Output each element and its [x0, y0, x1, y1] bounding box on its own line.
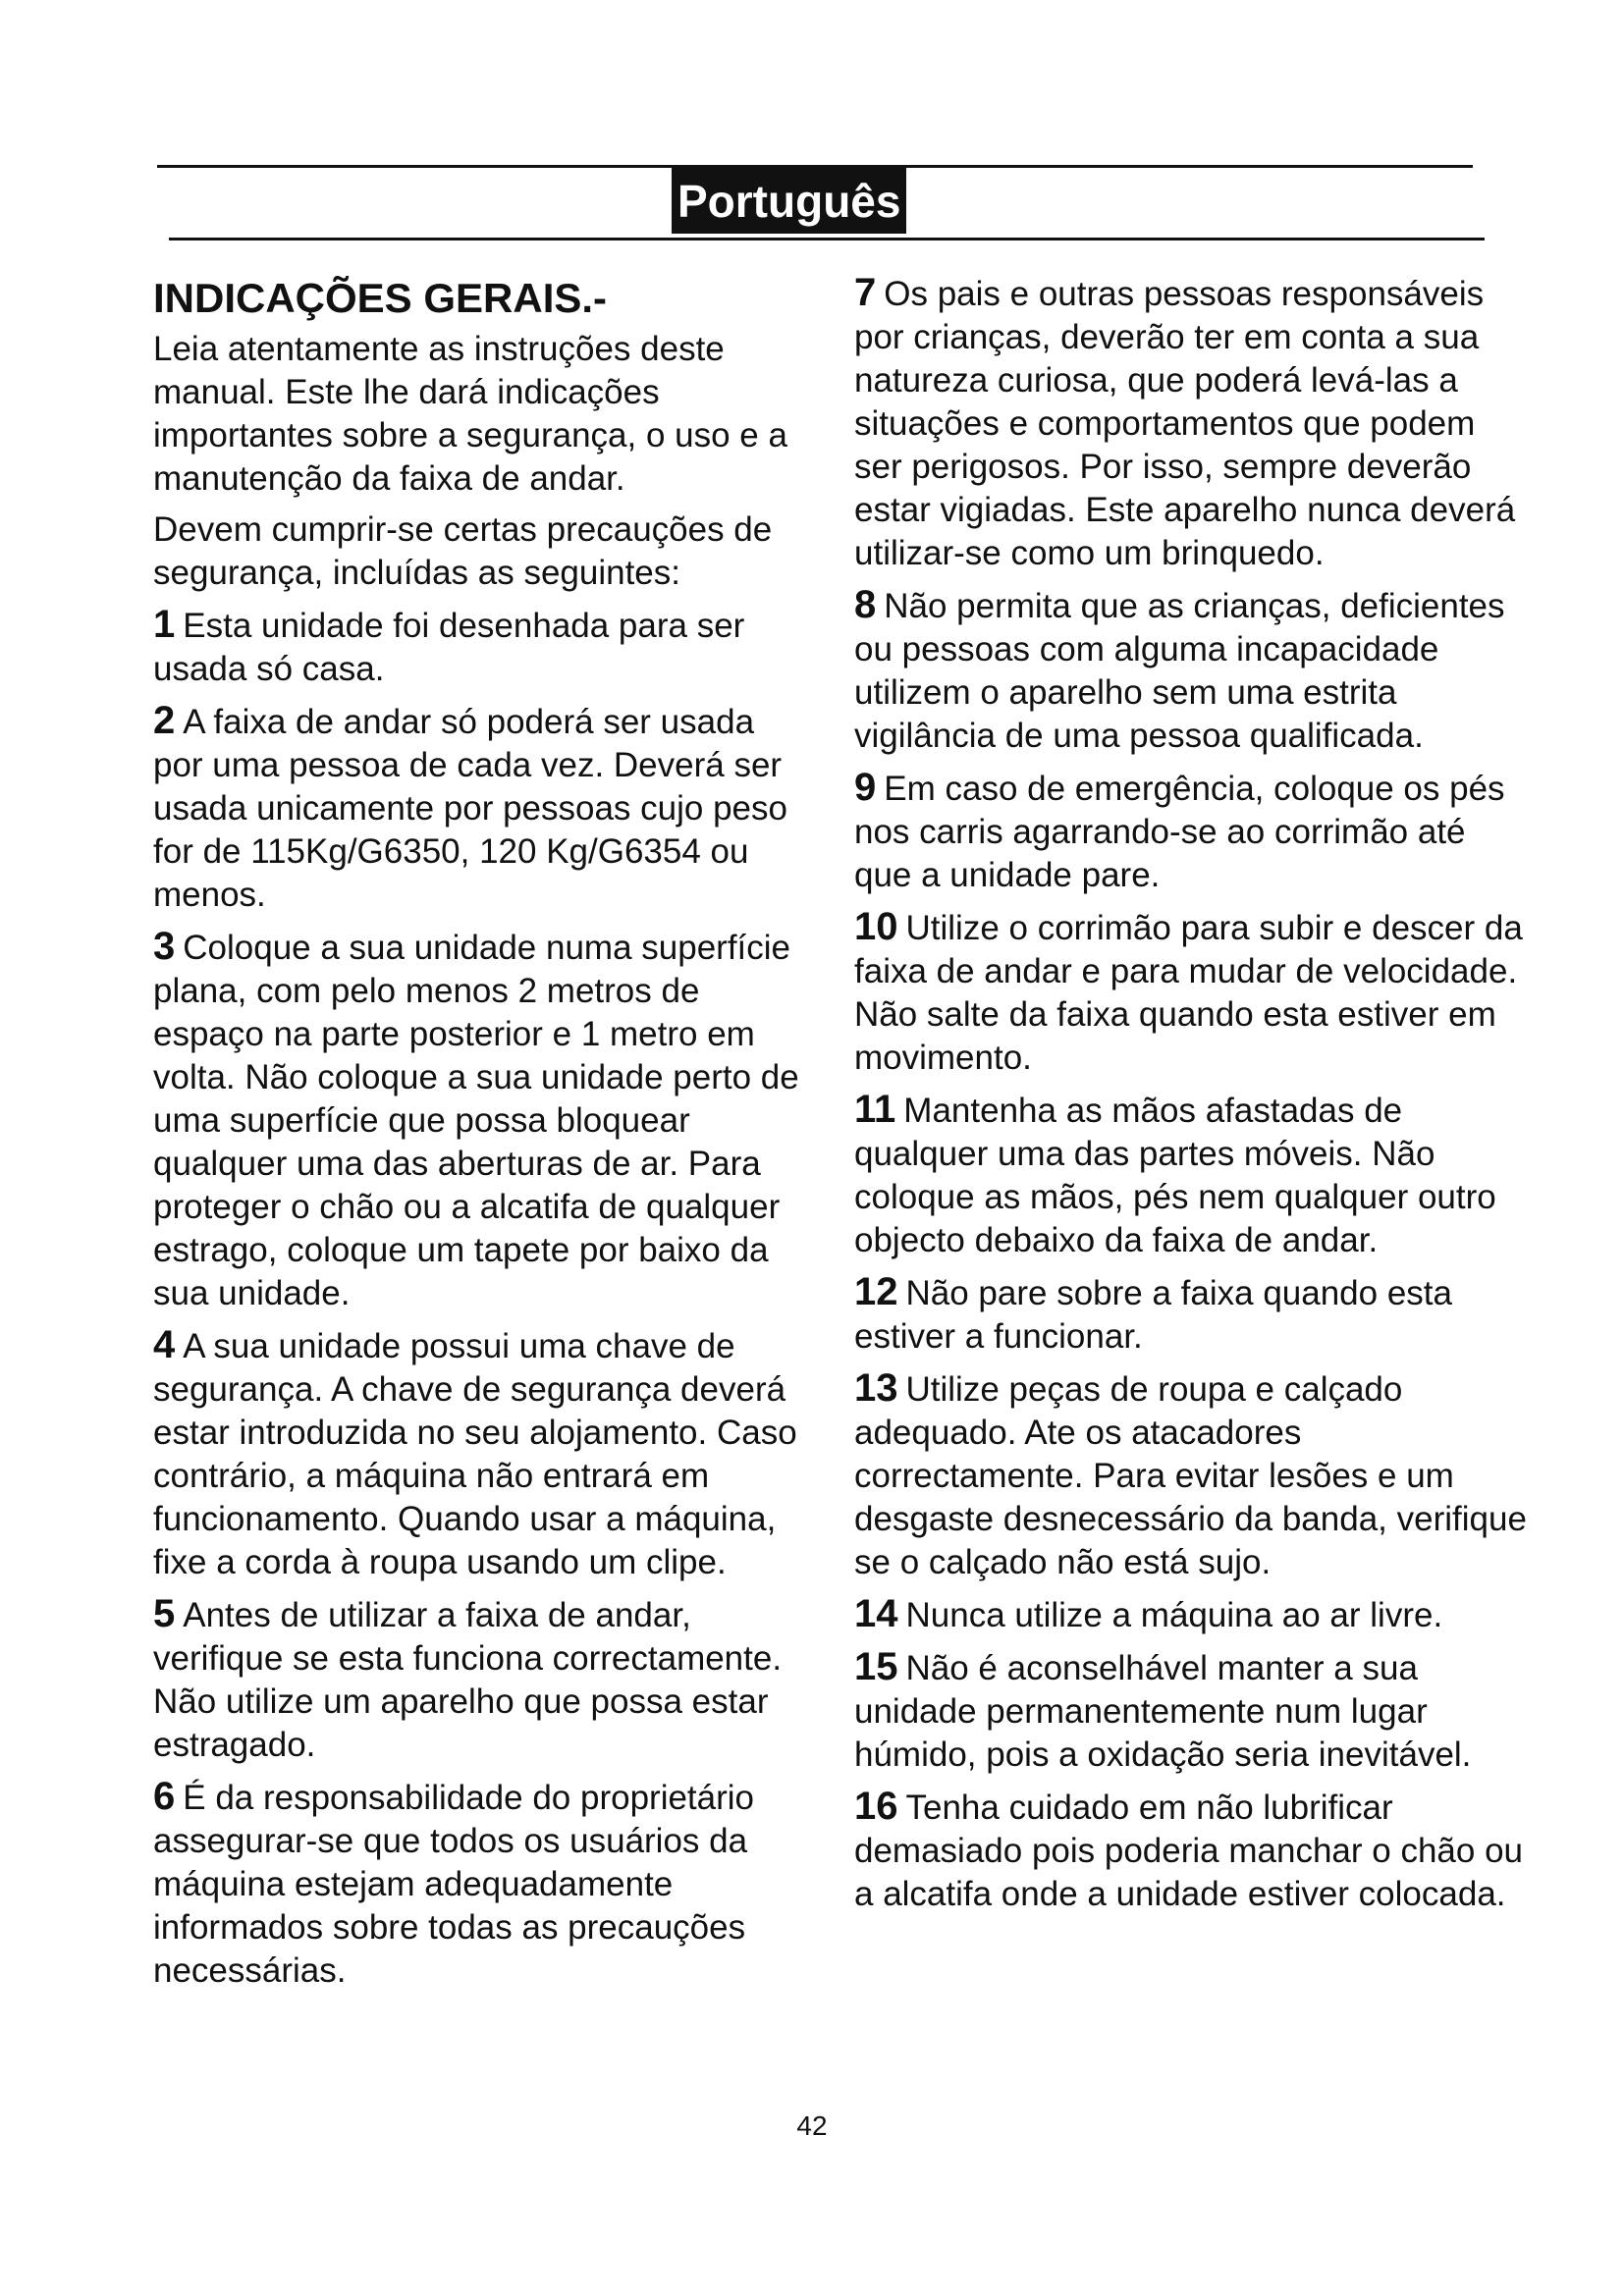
item-text: Em caso de emergência, coloque os pés nos carris agarrando-se ao corrimão até que a unidade pare. [854, 770, 1505, 894]
intro-paragraph: Leia atentamente as instruções deste manual. Este lhe dará indicações importantes sobre a segurança, o uso e a manutenção da faixa de andar. [153, 330, 787, 498]
item-text: Não é aconselhável manter a sua unidade permanentemente num lugar húmido, pois a oxidação seria inevitável. [854, 1649, 1472, 1774]
item-text: Utilize o corrimão para subir e descer da faixa de andar e para mudar de velocidade. Não salte da faixa quando esta estiver em movimento. [854, 909, 1523, 1077]
item-number: 14 [854, 1592, 898, 1635]
language-title: Português [672, 167, 906, 234]
instruction-item [153, 1775, 813, 1993]
instruction-item [854, 1088, 1532, 1262]
item-text: Coloque a sua unidade numa superfície plana, com pelo menos 2 metros de espaço na parte posterior e 1 metro em volta. Não coloque a sua unidade perto de uma superfície que possa bloquear qualquer uma das aberturas de ar. Para proteger o chão ou a alcatifa de qualquer estrago, coloque um tapete por baixo da sua unidade. [153, 929, 799, 1312]
item-text: A faixa de andar só poderá ser usada por uma pessoa de cada vez. Deverá ser usada unicamente por pessoas cujo peso for de 115Kg/G6350, 120 Kg/G6354 ou menos. [153, 703, 787, 914]
header-rule-bottom [169, 238, 1485, 240]
instruction-item [153, 699, 813, 917]
instruction-item [854, 1270, 1532, 1359]
instruction-item [854, 271, 1532, 575]
item-number: 9 [854, 766, 877, 809]
item-number: 7 [854, 271, 877, 314]
item-number: 16 [854, 1785, 898, 1828]
item-text: É da responsabilidade do proprietário assegurar-se que todos os usuários da máquina estejam adequadamente informados sobre todas as precauções necessárias. [153, 1779, 755, 1990]
intro-paragraph: Devem cumprir-se certas precauções de segurança, incluídas as seguintes: [153, 510, 773, 592]
instruction-item [153, 1323, 813, 1584]
item-text: Mantenha as mãos afastadas de qualquer uma das partes móveis. Não coloque as mãos, pés nem qualquer outro objecto debaixo da faixa de andar. [854, 1092, 1496, 1259]
item-number: 11 [854, 1088, 896, 1131]
item-number: 3 [153, 925, 176, 968]
item-number: 13 [854, 1366, 898, 1410]
item-number: 12 [854, 1270, 898, 1313]
item-number: 1 [153, 603, 176, 646]
item-number: 15 [854, 1645, 898, 1688]
item-text: Nunca utilize a máquina ao ar livre. [905, 1596, 1443, 1634]
item-number: 6 [153, 1775, 176, 1818]
item-text: Utilize peças de roupa e calçado adequado. Ate os atacadores correctamente. Para evitar lesões e um desgaste desnecessário da banda, verifique se o calçado não está sujo. [854, 1370, 1527, 1581]
instruction-item [854, 1645, 1532, 1777]
item-text: Tenha cuidado em não lubrificar demasiado pois poderia manchar o chão ou a alcatifa onde a unidade estiver colocada. [854, 1789, 1523, 1913]
instruction-item [854, 766, 1532, 897]
instruction-item [153, 603, 813, 691]
instruction-item [153, 925, 813, 1315]
item-text: Os pais e outras pessoas responsáveis por crianças, deverão ter em conta a sua natureza curiosa, que poderá levá-las a situações e comportamentos que podem ser perigosos. Por isso, sempre deverão estar vigiadas. Este aparelho nunca deverá utilizar-se como um brinquedo. [854, 275, 1516, 572]
instruction-item [854, 1785, 1532, 1916]
item-number: 4 [153, 1323, 176, 1366]
left-column [153, 271, 813, 2001]
instruction-item [854, 905, 1532, 1080]
item-text: Antes de utilizar a faixa de andar, verifique se esta funciona correctamente. Não utilize um aparelho que possa estar estragado. [153, 1596, 783, 1764]
item-number: 10 [854, 905, 898, 948]
item-text: A sua unidade possui uma chave de segurança. A chave de segurança deverá estar introduzida no seu alojamento. Caso contrário, a máquina não entrará em funcionamento. Quando usar a máquina, fixe a corda à roupa usando um clipe. [153, 1327, 797, 1581]
right-column [854, 271, 1532, 1924]
instruction-item [854, 583, 1532, 758]
item-text: Não permita que as crianças, deficientes ou pessoas com alguma incapacidade utilizem o aparelho sem uma estrita vigilância de uma pessoa qualificada. [854, 587, 1505, 755]
item-text: Esta unidade foi desenhada para ser usada só casa. [153, 607, 745, 688]
item-text: Não pare sobre a faixa quando esta estiver a funcionar. [854, 1274, 1452, 1356]
item-number: 8 [854, 583, 877, 626]
page-number: 42 [796, 2110, 828, 2141]
instruction-item [854, 1366, 1532, 1584]
instruction-item [854, 1592, 1532, 1637]
instruction-item [153, 1592, 813, 1767]
item-number: 5 [153, 1592, 176, 1635]
item-number: 2 [153, 699, 176, 742]
section-heading: INDICAÇÕES GERAIS.- [153, 275, 608, 321]
